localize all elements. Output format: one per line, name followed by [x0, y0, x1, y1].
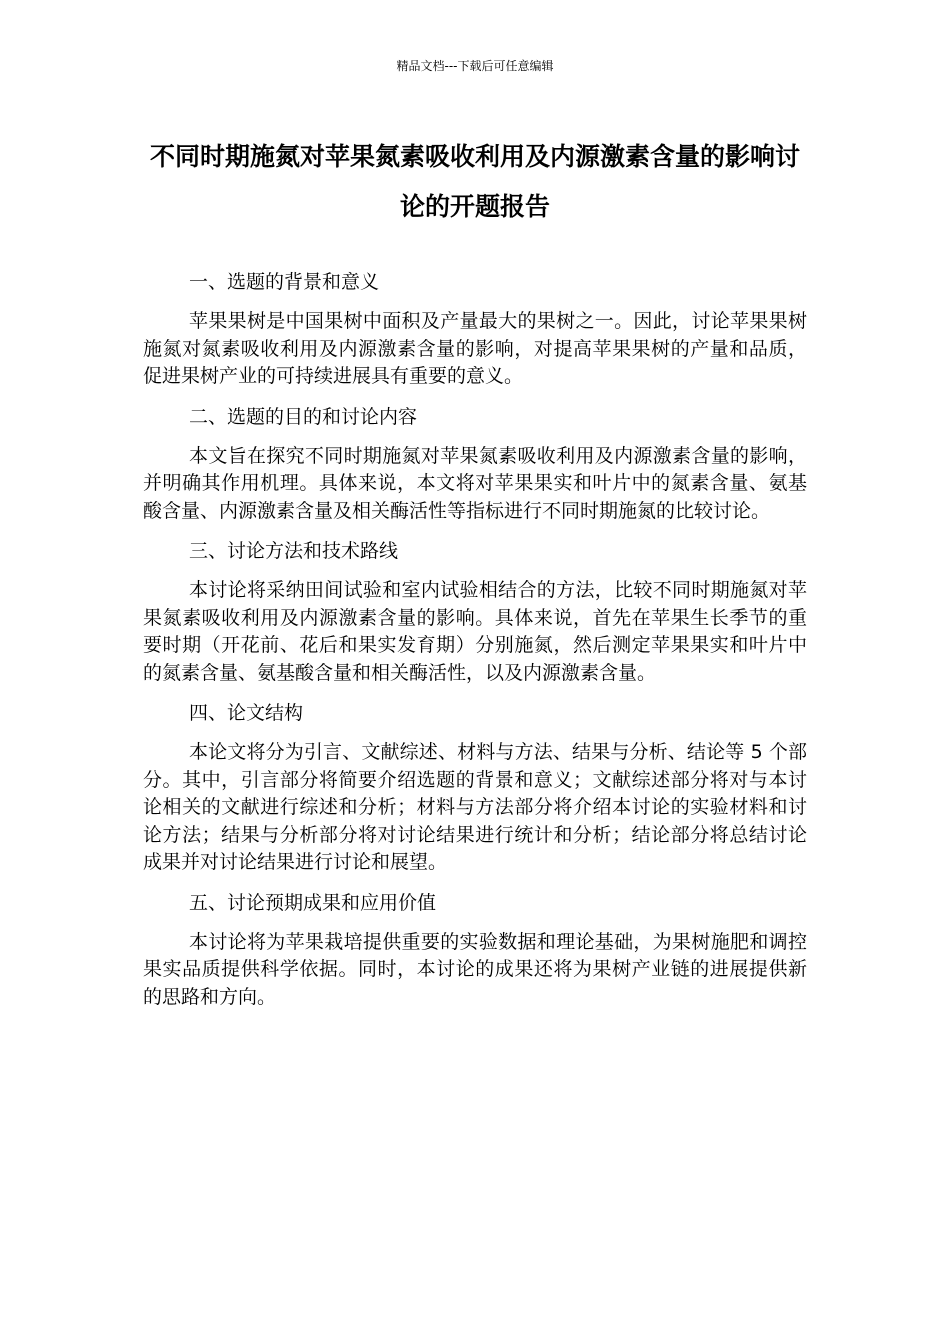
section-heading: 二、选题的目的和讨论内容	[189, 405, 418, 428]
section-heading: 五、讨论预期成果和应用价值	[189, 891, 437, 914]
section-outcomes	[143, 887, 807, 1012]
section-heading: 一、选题的背景和意义	[189, 271, 380, 293]
document-body	[143, 266, 807, 1021]
section-heading: 三、讨论方法和技术路线	[189, 540, 399, 562]
section-paragraph: 苹果果树是中国果树中面积及产量最大的果树之一。因此，讨论苹果果树施氮对氮素吸收利用及内源激素含量的影响，对提高苹果果树的产量和品质，促进果树产业的可持续进展具有重要的意义。	[143, 310, 807, 387]
document-title: 不同时期施氮对苹果氮素吸收利用及内源激素含量的影响讨论的开题报告	[149, 142, 800, 221]
section-purpose	[143, 401, 807, 526]
section-methods	[143, 535, 807, 687]
header-note: 精品文档---下载后可任意编辑	[396, 59, 554, 73]
section-heading: 四、论文结构	[189, 702, 304, 724]
section-paragraph: 本讨论将为苹果栽培提供重要的实验数据和理论基础，为果树施肥和调控果实品质提供科学依据。同时，本讨论的成果还将为果树产业链的进展提供新的思路和方向。	[143, 930, 807, 1008]
section-paragraph: 本论文将分为引言、文献综述、材料与方法、结果与分析、结论等 5 个部分。其中，引言部分将简要介绍选题的背景和意义；文献综述部分将对与本讨论相关的文献进行综述和分析；材料与方法部分将介绍本讨论的实验材料和讨论方法；结果与分析部分将对讨论结果进行统计和分析；结论部分将总结讨论成果并对讨论结果进行讨论和展望。	[143, 741, 807, 873]
section-background	[143, 266, 807, 391]
section-paragraph: 本文旨在探究不同时期施氮对苹果氮素吸收利用及内源激素含量的影响，并明确其作用机理。具体来说，本文将对苹果果实和叶片中的氮素含量、氨基酸含量、内源激素含量及相关酶活性等指标进行不同时期施氮的比较讨论。	[143, 444, 807, 522]
section-paragraph: 本讨论将采纳田间试验和室内试验相结合的方法，比较不同时期施氮对苹果氮素吸收利用及内源激素含量的影响。具体来说，首先在苹果生长季节的重要时期（开花前、花后和果实发育期）分别施氮，然后测定苹果果实和叶片中的氮素含量、氨基酸含量和相关酶活性，以及内源激素含量。	[143, 579, 807, 684]
section-structure	[143, 697, 807, 877]
